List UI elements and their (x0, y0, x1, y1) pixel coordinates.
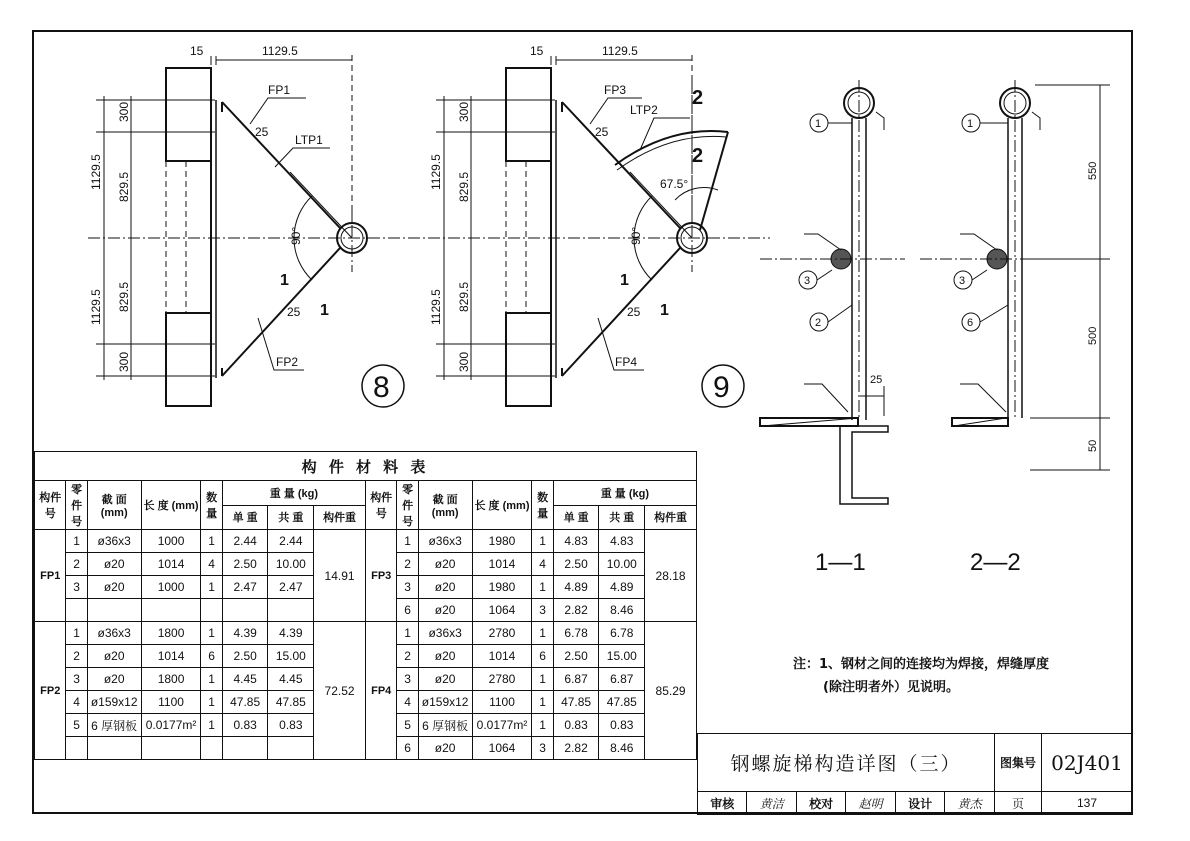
unit-weight (222, 599, 268, 622)
th-weight: 重 量 (kg) (553, 481, 696, 506)
s22-dim-550: 550 (1087, 161, 1099, 180)
unit-weight: 2.50 (222, 553, 268, 576)
th-member-weight: 构件重 (314, 505, 366, 530)
part-no: 1 (397, 530, 418, 553)
section: ø36x3 (87, 622, 141, 645)
length: 1014 (141, 645, 201, 668)
section: ø36x3 (87, 530, 141, 553)
total-weight: 0.83 (599, 714, 645, 737)
length (141, 599, 201, 622)
page-label: 页 (995, 792, 1042, 815)
length: 1014 (472, 553, 532, 576)
section-2-2-caption: 2—2 (970, 549, 1021, 576)
part-no (66, 737, 87, 760)
total-weight (268, 599, 314, 622)
part-no: 4 (66, 691, 87, 714)
material-table (34, 451, 697, 760)
v8-dim-left-0: 300 (117, 101, 131, 122)
qty: 1 (201, 530, 222, 553)
v9-section-mark-2: 1 (660, 302, 669, 319)
view-9 (428, 55, 770, 406)
total-weight: 15.00 (268, 645, 314, 668)
page-number: 137 (1042, 792, 1133, 815)
length: 1014 (472, 645, 532, 668)
th-total: 共 重 (599, 505, 645, 530)
section: 6 厚钢板 (87, 714, 141, 737)
unit-weight: 0.83 (553, 714, 599, 737)
v8-dim-outer-0: 1129.5 (89, 154, 103, 190)
part-no: 5 (397, 714, 418, 737)
table-row (35, 530, 697, 553)
qty: 3 (532, 599, 553, 622)
v9-dim-left-0: 300 (457, 101, 471, 122)
atlas-label: 图集号 (995, 734, 1042, 792)
v9-cut-bottom: 2 (692, 145, 704, 167)
total-weight: 0.83 (268, 714, 314, 737)
member-weight: 28.18 (645, 530, 697, 622)
part-no: 1 (66, 530, 87, 553)
part-no (66, 599, 87, 622)
qty (201, 599, 222, 622)
length: 1000 (141, 576, 201, 599)
total-weight: 10.00 (599, 553, 645, 576)
section: ø20 (87, 553, 141, 576)
v8-section-mark-1: 1 (280, 272, 289, 289)
member-id: FP3 (365, 530, 396, 622)
part-no: 6 (397, 737, 418, 760)
part-no: 2 (397, 553, 418, 576)
member-weight: 85.29 (645, 622, 697, 760)
unit-weight: 6.87 (553, 668, 599, 691)
th-part: 零件号 (66, 481, 87, 530)
review-label: 审核 (698, 792, 747, 815)
qty: 1 (532, 691, 553, 714)
section: ø159x12 (418, 691, 472, 714)
th-length: 长 度 (mm) (141, 481, 201, 530)
v9-weld2: 25 (627, 305, 641, 319)
section-1-1 (760, 80, 905, 504)
length: 1980 (472, 530, 532, 553)
check-signature: 赵明 (846, 792, 895, 815)
member-id: FP2 (35, 622, 66, 760)
unit-weight: 2.47 (222, 576, 268, 599)
part-no: 1 (397, 622, 418, 645)
section (87, 599, 141, 622)
v9-angle2: 67.5° (660, 177, 689, 191)
drawing-title: 钢螺旋梯构造详图（三） (698, 734, 995, 792)
note-block (793, 653, 1049, 699)
unit-weight: 6.78 (553, 622, 599, 645)
v8-dim-left-2: 829.5 (117, 281, 131, 312)
total-weight: 6.78 (599, 622, 645, 645)
unit-weight: 2.44 (222, 530, 268, 553)
atlas-number: 02J401 (1042, 734, 1133, 792)
qty: 1 (532, 576, 553, 599)
v9-section-mark-1: 1 (620, 272, 629, 289)
qty: 1 (201, 668, 222, 691)
unit-weight: 2.50 (222, 645, 268, 668)
v8-dim-15: 15 (190, 44, 204, 58)
s22-dim-500: 500 (1087, 326, 1099, 345)
part-no: 2 (66, 645, 87, 668)
v8-angle: 90° (289, 226, 303, 245)
v9-dim-15: 15 (530, 44, 544, 58)
part-no: 2 (397, 645, 418, 668)
s22-dim-50: 50 (1087, 439, 1099, 452)
note-line-2: (除注明者外）见说明。 (823, 680, 959, 695)
qty: 6 (201, 645, 222, 668)
s11-part-2: 2 (815, 317, 822, 329)
total-weight: 47.85 (268, 691, 314, 714)
unit-weight: 47.85 (553, 691, 599, 714)
design-label: 设计 (895, 792, 944, 815)
section: ø20 (418, 576, 472, 599)
v9-fp-bottom: FP4 (615, 355, 638, 369)
member-weight: 72.52 (314, 622, 366, 760)
part-no: 6 (397, 599, 418, 622)
note-line-1: 注：1、钢材之间的连接均为焊接，焊缝厚度 (793, 657, 1050, 672)
th-member: 构件号 (35, 481, 66, 530)
part-no: 3 (66, 668, 87, 691)
title-block (697, 733, 1133, 815)
s11-part-1: 1 (815, 118, 822, 130)
unit-weight: 2.50 (553, 645, 599, 668)
th-unit: 单 重 (222, 505, 268, 530)
v8-dim-left-3: 300 (117, 351, 131, 372)
length (141, 737, 201, 760)
length: 1014 (141, 553, 201, 576)
view-8-number: 8 (373, 371, 390, 404)
qty (201, 737, 222, 760)
v9-weld1: 25 (595, 125, 609, 139)
length: 1000 (141, 530, 201, 553)
total-weight: 4.39 (268, 622, 314, 645)
v8-section-mark-2: 1 (320, 302, 329, 319)
table-row (35, 622, 697, 645)
total-weight: 4.45 (268, 668, 314, 691)
v9-angle: 90° (629, 226, 643, 245)
section: ø20 (87, 668, 141, 691)
section: ø159x12 (87, 691, 141, 714)
qty: 1 (201, 622, 222, 645)
th-part: 零件号 (397, 481, 418, 530)
th-weight: 重 量 (kg) (222, 481, 365, 506)
qty: 4 (201, 553, 222, 576)
total-weight: 4.89 (599, 576, 645, 599)
v8-fp-top: FP1 (268, 83, 291, 97)
part-no: 2 (66, 553, 87, 576)
v8-dim-outer-1: 1129.5 (89, 289, 103, 325)
v9-dim-outer-0: 1129.5 (429, 154, 443, 190)
unit-weight: 0.83 (222, 714, 268, 737)
length: 0.0177m² (472, 714, 532, 737)
check-label: 校对 (796, 792, 845, 815)
v9-dim-left-3: 300 (457, 351, 471, 372)
table-title: 构 件 材 料 表 (35, 452, 697, 481)
section: ø20 (418, 599, 472, 622)
s22-part-3: 3 (959, 275, 966, 287)
th-total: 共 重 (268, 505, 314, 530)
s11-dim-25: 25 (870, 374, 883, 386)
section: ø36x3 (418, 530, 472, 553)
unit-weight: 2.82 (553, 599, 599, 622)
s22-part-1: 1 (967, 118, 974, 130)
member-id: FP4 (365, 622, 396, 760)
th-unit: 单 重 (553, 505, 599, 530)
th-section: 截 面 (mm) (87, 481, 141, 530)
v8-weld2: 25 (287, 305, 301, 319)
section (87, 737, 141, 760)
unit-weight: 4.39 (222, 622, 268, 645)
total-weight: 4.83 (599, 530, 645, 553)
unit-weight: 4.83 (553, 530, 599, 553)
length: 2780 (472, 622, 532, 645)
v8-fp-bottom: FP2 (276, 355, 299, 369)
part-no: 4 (397, 691, 418, 714)
v9-dim-outer-1: 1129.5 (429, 289, 443, 325)
s22-part-6: 6 (967, 317, 974, 329)
total-weight: 6.87 (599, 668, 645, 691)
section: 6 厚钢板 (418, 714, 472, 737)
total-weight (268, 737, 314, 760)
part-no: 1 (66, 622, 87, 645)
qty: 1 (201, 714, 222, 737)
member-weight: 14.91 (314, 530, 366, 622)
length: 0.0177m² (141, 714, 201, 737)
qty: 1 (532, 714, 553, 737)
th-member-weight: 构件重 (645, 505, 697, 530)
length: 1100 (141, 691, 201, 714)
v9-fp-top: FP3 (604, 83, 627, 97)
section: ø20 (418, 645, 472, 668)
qty: 1 (201, 576, 222, 599)
v9-ltp: LTP2 (630, 103, 658, 117)
part-no: 5 (66, 714, 87, 737)
v8-weld1: 25 (255, 125, 269, 139)
v9-dim-left-1: 829.5 (457, 171, 471, 202)
length: 1100 (472, 691, 532, 714)
total-weight: 8.46 (599, 737, 645, 760)
unit-weight: 2.82 (553, 737, 599, 760)
total-weight: 10.00 (268, 553, 314, 576)
review-signature: 黄洁 (747, 792, 796, 815)
qty: 1 (532, 530, 553, 553)
section-1-1-caption: 1—1 (815, 549, 866, 576)
s11-part-3: 3 (804, 275, 811, 287)
view-8 (88, 55, 430, 406)
part-no: 3 (397, 576, 418, 599)
total-weight: 2.44 (268, 530, 314, 553)
qty: 3 (532, 737, 553, 760)
th-qty: 数量 (201, 481, 222, 530)
total-weight: 2.47 (268, 576, 314, 599)
total-weight: 8.46 (599, 599, 645, 622)
unit-weight: 4.45 (222, 668, 268, 691)
unit-weight: 4.89 (553, 576, 599, 599)
v8-ltp: LTP1 (295, 133, 323, 147)
qty: 4 (532, 553, 553, 576)
v9-cut-top: 2 (692, 87, 704, 109)
th-section: 截 面 (mm) (418, 481, 472, 530)
v9-dim-left-2: 829.5 (457, 281, 471, 312)
section: ø20 (418, 668, 472, 691)
qty: 6 (532, 645, 553, 668)
part-no: 3 (397, 668, 418, 691)
v8-dim-left-1: 829.5 (117, 171, 131, 202)
length: 2780 (472, 668, 532, 691)
view-9-number: 9 (713, 371, 730, 404)
length: 1980 (472, 576, 532, 599)
length: 1800 (141, 622, 201, 645)
section: ø36x3 (418, 622, 472, 645)
unit-weight: 47.85 (222, 691, 268, 714)
section: ø20 (418, 553, 472, 576)
v9-dim-top: 1129.5 (602, 44, 638, 58)
unit-weight: 2.50 (553, 553, 599, 576)
part-no: 3 (66, 576, 87, 599)
v8-dim-top: 1129.5 (262, 44, 298, 58)
design-signature: 黄杰 (945, 792, 995, 815)
th-length: 长 度 (mm) (472, 481, 532, 530)
length: 1064 (472, 737, 532, 760)
qty: 1 (532, 622, 553, 645)
section-2-2 (920, 80, 1110, 470)
total-weight: 15.00 (599, 645, 645, 668)
th-member: 构件号 (365, 481, 396, 530)
section: ø20 (87, 576, 141, 599)
length: 1800 (141, 668, 201, 691)
th-qty: 数量 (532, 481, 553, 530)
qty: 1 (532, 668, 553, 691)
unit-weight (222, 737, 268, 760)
section: ø20 (87, 645, 141, 668)
qty: 1 (201, 691, 222, 714)
section: ø20 (418, 737, 472, 760)
total-weight: 47.85 (599, 691, 645, 714)
length: 1064 (472, 599, 532, 622)
member-id: FP1 (35, 530, 66, 622)
